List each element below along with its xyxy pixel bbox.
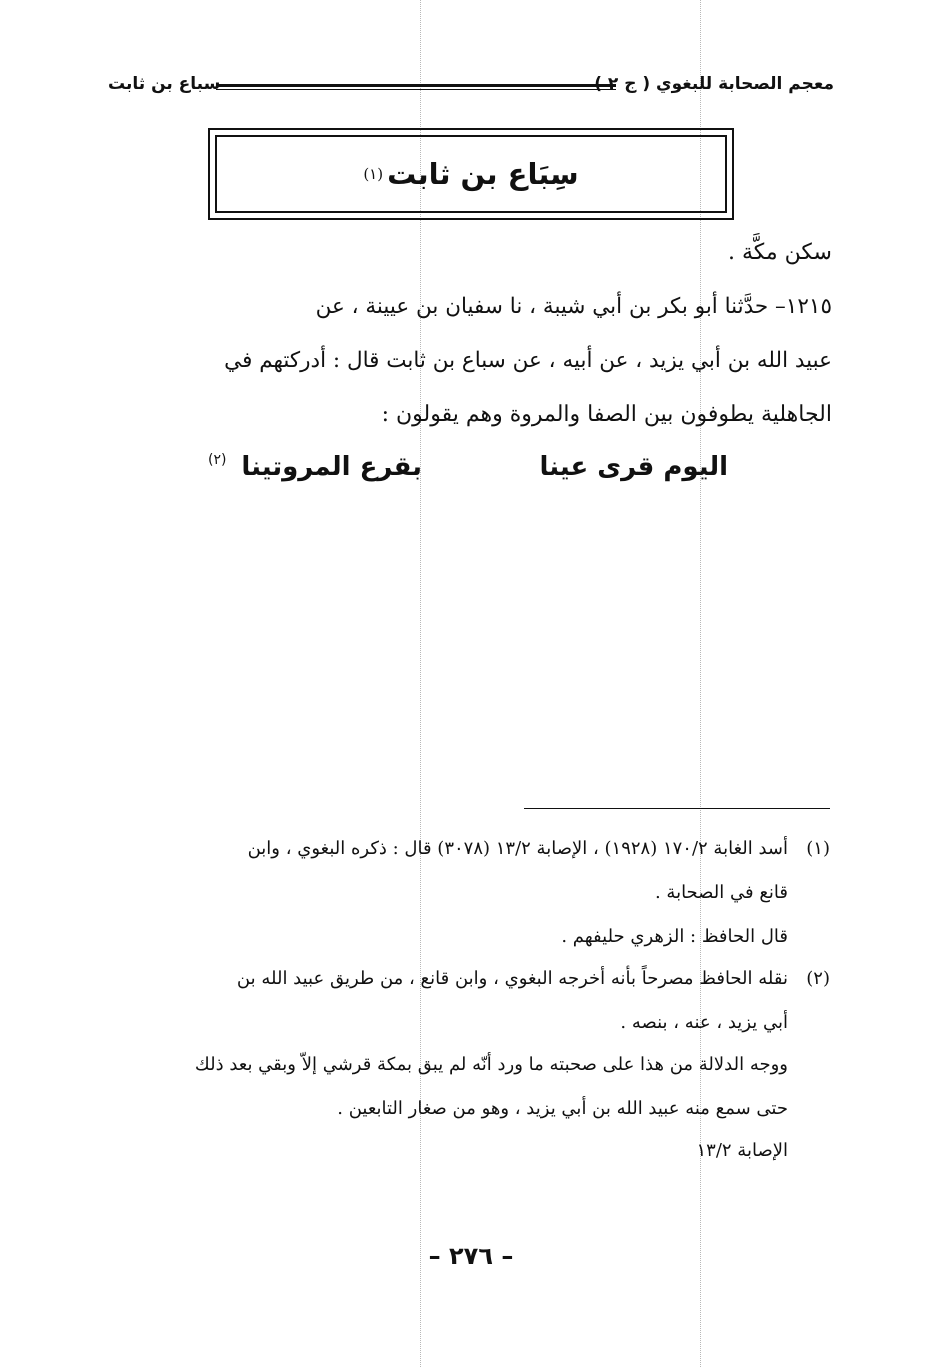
body-line-4: الجاهلية يطوفون بين الصفا والمروة وهم يقولون :	[381, 402, 832, 427]
footnote-line: أبي يزيد ، عنه ، بنصه .	[620, 1012, 788, 1033]
page-number: – ٢٧٦ –	[428, 1242, 514, 1270]
footnote-line: حتى سمع منه عبيد الله بن أبي يزيد ، وهو من صغار التابعين .	[337, 1098, 788, 1119]
body-line-3: عبيد الله بن أبي يزيد ، عن أبيه ، عن سباع بن ثابت قال : أدركتهم في	[224, 348, 832, 373]
verse-note: (٢)	[208, 452, 227, 468]
footnote-line: ووجه الدلالة من هذا على صحبته ما ورد أنّه لم يبق بمكة قرشي إلاّ وبقي بعد ذلك	[194, 1054, 788, 1075]
verse-hemistich-2: بقرع المروتينا	[241, 452, 422, 482]
header-book-title: معجم الصحابة للبغوي ( ج ٢ )	[594, 74, 834, 94]
footnote-line: قانع في الصحابة .	[654, 882, 788, 903]
footnote-line: أسد الغابة ١٧٠/٢ (١٩٢٨) ، الإصابة ١٣/٢ (٣٠٧٨) قال : ذكره البغوي ، وابن	[247, 838, 788, 859]
body-line-1: سكن مكَّة .	[727, 240, 832, 265]
header-entry-name: سباع بن ثابت	[108, 74, 221, 94]
entry-title-box	[208, 128, 734, 220]
body-line-2: ١٢١٥– حدَّثنا أبو بكر بن أبي شيبة ، نا سفيان بن عيينة ، عن	[315, 294, 832, 319]
footnote-number: (١)	[806, 838, 830, 859]
verse-hemistich-1: اليوم قرى عينا	[539, 452, 728, 482]
footnote-line: نقله الحافظ مصرحاً بأنه أخرجه البغوي ، وابن قانع ، من طريق عبيد الله بن	[236, 968, 788, 989]
entry-title-frame	[215, 135, 727, 213]
footnote-line: قال الحافظ : الزهري حليفهم .	[561, 926, 788, 947]
running-header	[108, 70, 834, 102]
entry-title: سِبَاع بن ثابت	[387, 157, 579, 191]
footnote-rule	[524, 808, 830, 809]
footnote-line: الإصابة ١٣/٢	[696, 1140, 788, 1161]
entry-title-note: (١)	[363, 165, 384, 183]
footnote-number: (٢)	[806, 968, 830, 989]
header-rule	[216, 84, 616, 90]
